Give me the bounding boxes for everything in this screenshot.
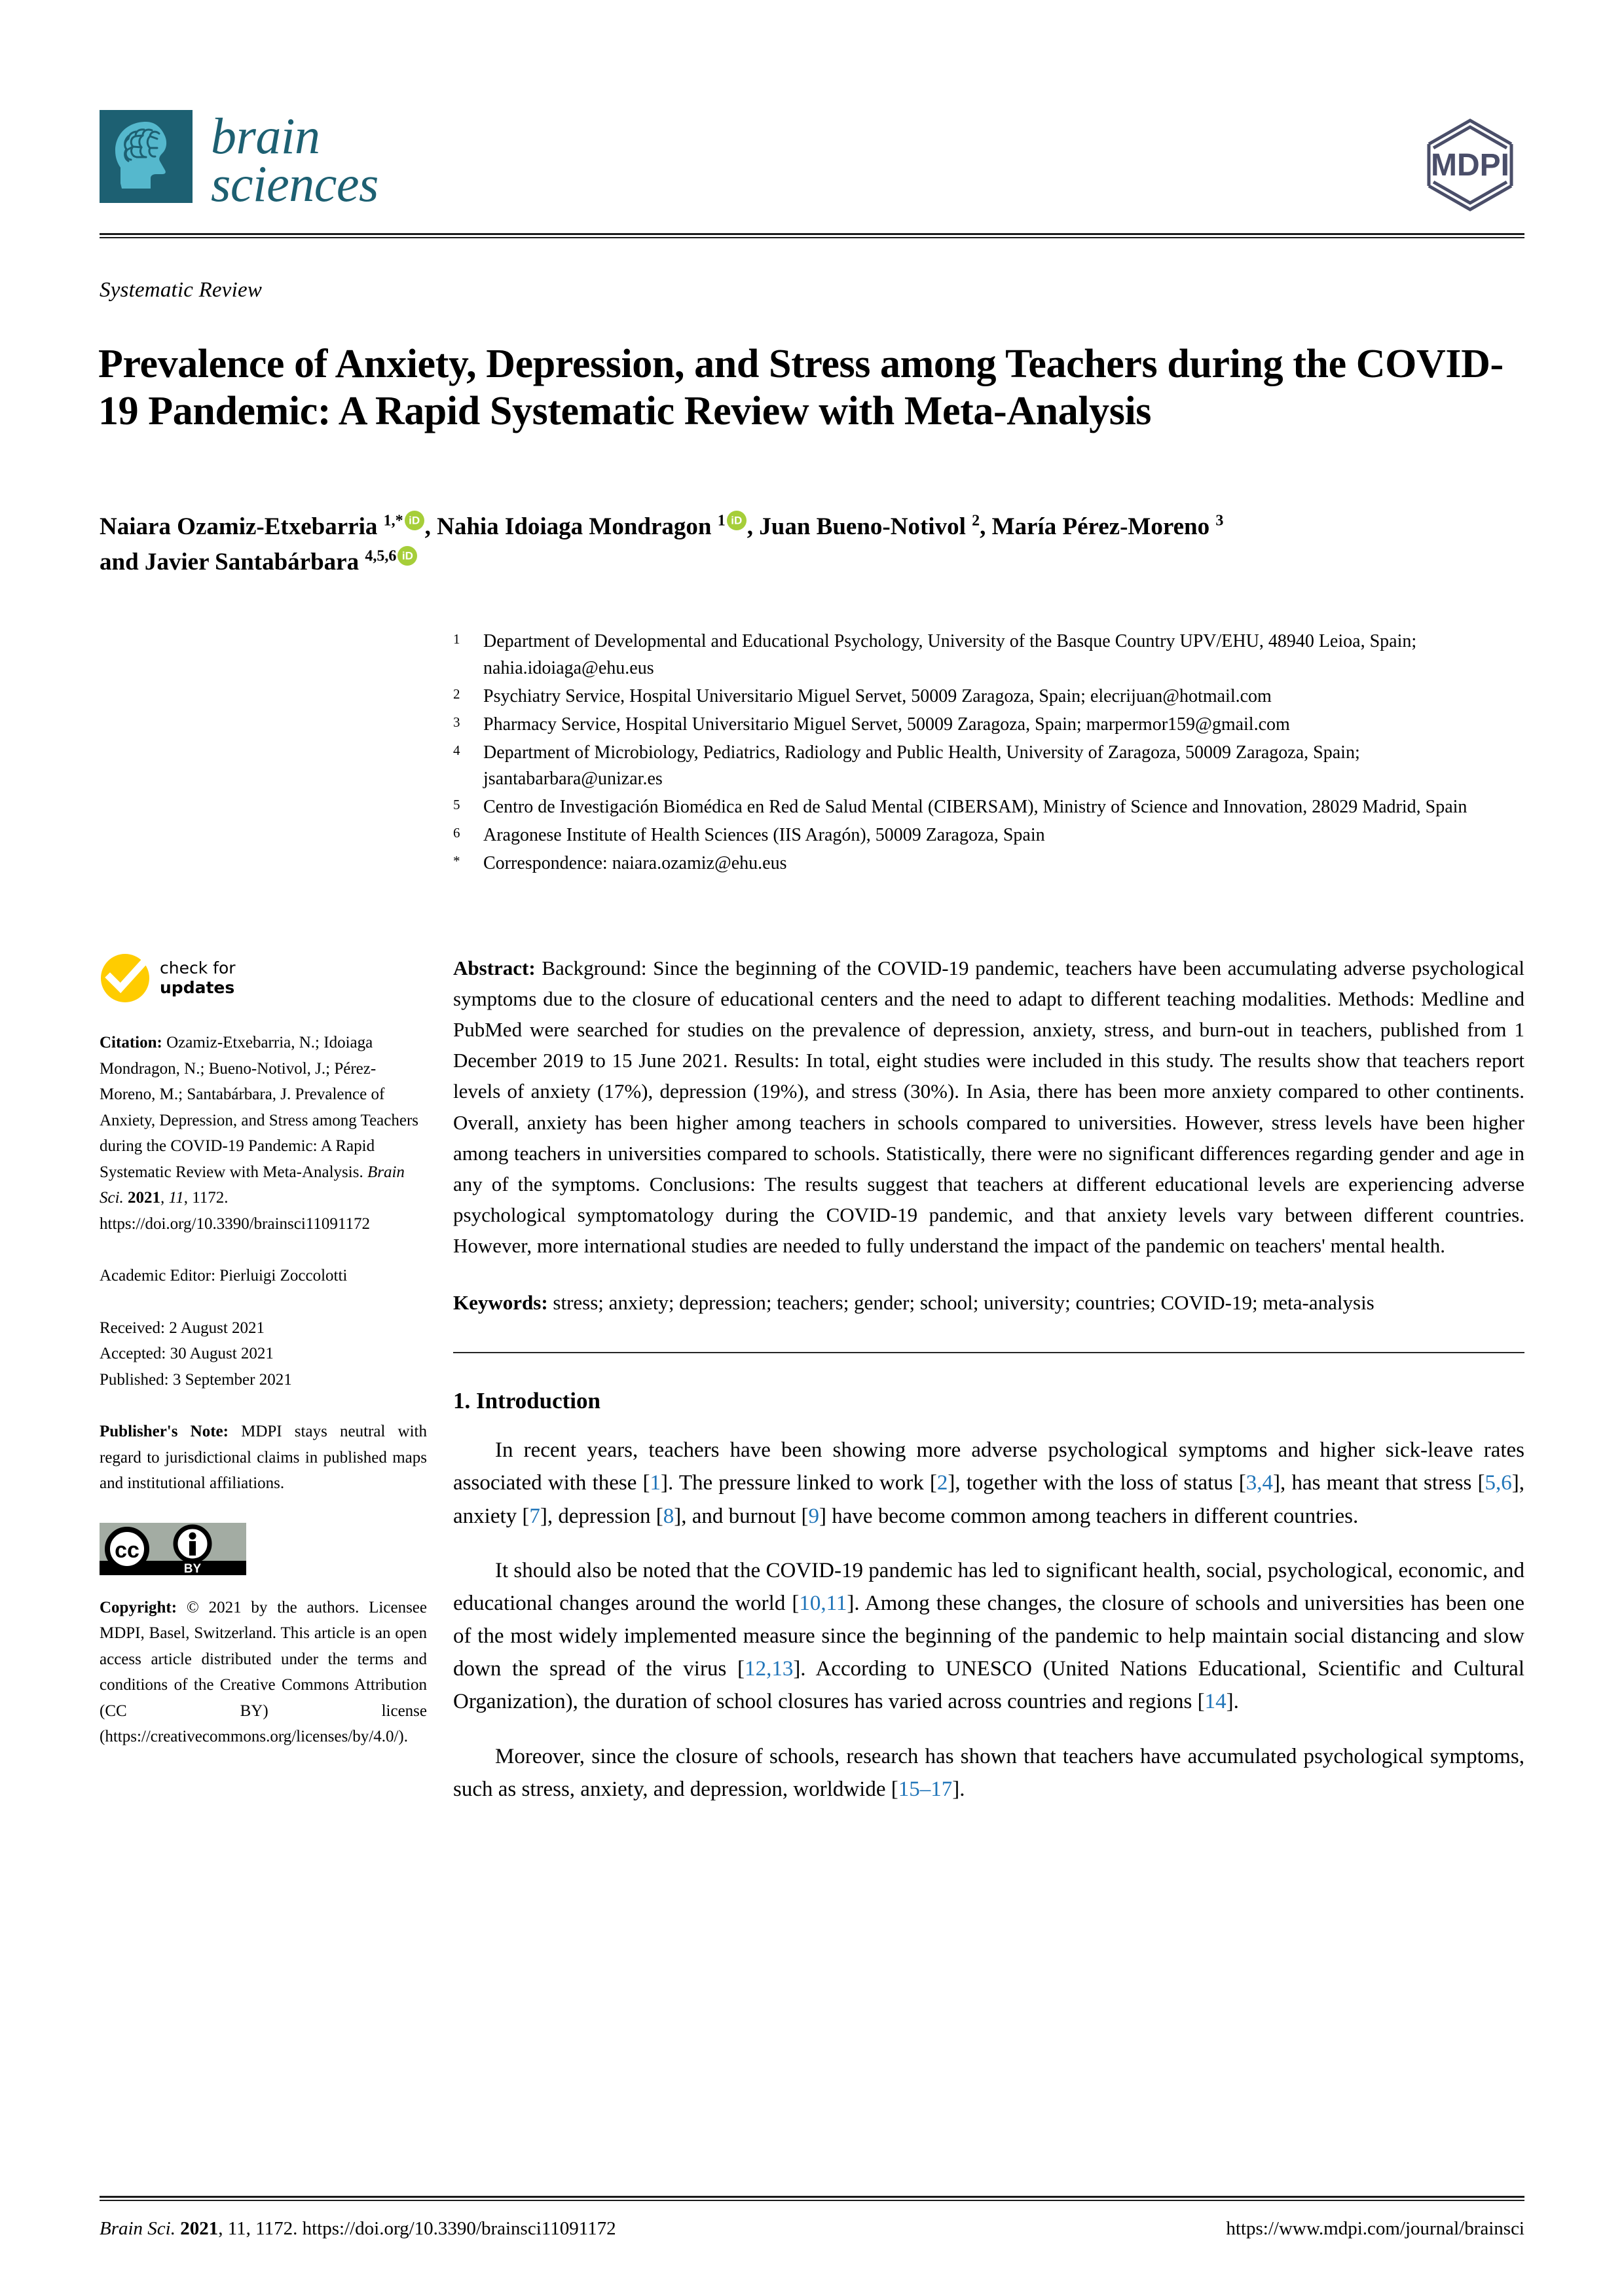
affiliation-marker: 6 [453,825,460,841]
date-received: Received: 2 August 2021 [100,1319,265,1337]
affiliation-item [453,794,1524,821]
author-list [100,509,1527,579]
orcid-icon[interactable] [727,511,747,530]
body-text: ], and burnout [ [674,1504,809,1528]
journal-name-line2: sciences [211,155,378,212]
intro-paragraph-2 [453,1554,1524,1719]
cfu-line-2: updates [160,978,235,997]
footer-citation [100,2218,616,2240]
academic-editor: Academic Editor: Pierluigi Zoccolotti [100,1267,348,1285]
footer-journal-url[interactable]: https://www.mdpi.com/journal/brainsci [1226,2218,1524,2239]
publisher-note [100,1419,427,1497]
journal-masthead [100,107,1524,234]
citation-journal: Brain Sci. [100,1163,405,1207]
body-text: ], has meant that stress [ [1273,1471,1485,1495]
citation-label: Citation: [100,1034,162,1051]
affiliation-text: Centro de Investigación Biomédica en Red de Salud Mental (CIBERSAM), Ministry of Science and Innovation, 28029 Madrid, Spain [483,797,1467,818]
svg-text:cc: cc [115,1537,139,1563]
body-text: ], anxiety [ [453,1471,1524,1528]
citation-reference[interactable]: 2 [936,1471,948,1495]
intro-paragraph-1 [453,1434,1524,1532]
body-text: ]. The pressure linked to work [ [661,1471,937,1495]
header-divider [100,233,1524,238]
page-title: Prevalence of Anxiety, Depression, and Stress among Teachers during the COVID-19 Pandemic: A Rapid Systematic Review with Meta-Analysis [98,341,1504,434]
date-published: Published: 3 September 2021 [100,1370,292,1389]
abstract-section [453,953,1524,1261]
copyright-label: Copyright: [100,1598,177,1616]
footer-doi[interactable]: , 11, 1172. https://doi.org/10.3390/brainsci11091172 [218,2218,616,2239]
copyright-text: © 2021 by the authors. Licensee MDPI, Basel, Switzerland. This article is an open access article distributed under the terms and conditions of the Creative Commons Attribution (CC BY) license (https://creativecommons.org/licenses/by/4.0/). [100,1598,427,1745]
body-text: ], depression [ [540,1504,663,1528]
intro-paragraph-3 [453,1740,1524,1806]
affiliation-marker: 4 [453,742,460,758]
abstract-divider [453,1352,1524,1353]
orcid-icon[interactable] [397,546,417,566]
affiliation-list [453,629,1524,879]
affiliation-item [453,712,1524,738]
citation-volume: , 11 [160,1189,184,1207]
citation-reference[interactable]: 10,11 [799,1591,847,1615]
affiliation-item [453,683,1524,710]
journal-wordmark [211,107,378,212]
keywords-label: Keywords: [453,1291,548,1315]
affiliation-item [453,822,1524,849]
citation-text: Ozamiz-Etxebarria, N.; Idoiaga Mondragon, N.; Bueno-Notivol, J.; Pérez-Moreno, M.; Santabárbara, J. Prevalence of Anxiety, Depression, and Stress among Teachers during the COVID-19 Pandemic: A Rapid Systematic Review with Meta-Analysis. [100,1034,419,1181]
citation-reference[interactable]: 12,13 [745,1657,794,1681]
journal-logo [100,107,378,212]
body-text: It should also be noted that the COVID-19 pandemic has led to significant health, social, psychological, economic, and educational changes around the world [ [453,1558,1524,1615]
affiliation-marker: 2 [453,685,460,702]
check-circle-icon [100,953,151,1004]
affiliation-marker: 3 [453,714,460,730]
page-footer [100,2218,1524,2240]
body-text: In recent years, teachers have been showing more adverse psychological symptoms and higher sick-leave rates associated with these [ [453,1438,1524,1495]
author-name-1: Naiara Ozamiz-Etxebarria [100,513,384,540]
svg-text:MDPI: MDPI [1431,148,1509,183]
citation-reference[interactable]: 1 [650,1471,661,1495]
orcid-icon[interactable] [405,511,424,530]
affiliation-marker: 1 [453,631,460,647]
correspondence-item [453,850,1524,877]
abstract-text: Background: Since the beginning of the COVID-19 pandemic, teachers have been accumulating adverse psychological symptoms due to the closure of educational centers and the need to adapt to different teaching modalities. Methods: Medline and PubMed were searched for studies on the prevalence of depression, anxiety, stress, and burn-out in teachers, published from 1 December 2019 to 15 June 2021. Results: In total, eight studies were included in this study. The results show that teachers report levels of anxiety (17%), depression (19%), and stress (30%). In Asia, there has been more anxiety compared to other continents. Overall, anxiety has been higher among teachers in schools compared to universities. However, stress levels have been higher among teachers in universities compared to schools. Statistically, there were no significant differences regarding gender and age in any of the symptoms. Conclusions: The results suggest that teachers at different educational levels are experiencing adverse psychological symptomatology during the COVID-19 pandemic, and that anxiety levels vary between different countries. However, more international studies are needed to fully understand the impact of the pandemic on teachers' mental health. [453,957,1524,1257]
footer-journal: Brain Sci. [100,2218,175,2239]
citation-doi[interactable]: , 1172. https://doi.org/10.3390/brainsci11091172 [100,1189,370,1233]
brain-head-icon [100,110,193,203]
affiliation-item [453,740,1524,793]
article-type: Systematic Review [100,278,263,302]
citation-reference[interactable]: 7 [529,1504,540,1528]
publisher-note-text: MDPI stays neutral with regard to jurisdictional claims in published maps and institutional affiliations. [100,1423,427,1492]
citation-reference[interactable]: 8 [663,1504,674,1528]
affiliation-text: Aragonese Institute of Health Sciences (IIS Aragón), 50009 Zaragoza, Spain [483,825,1045,846]
body-text: ], together with the loss of status [ [948,1471,1246,1495]
section-heading-introduction: 1. Introduction [453,1388,600,1414]
citation-reference[interactable]: 3,4 [1246,1471,1274,1495]
author-affil-sup-1: 1,* [383,512,403,530]
check-for-updates-badge[interactable] [100,953,427,1004]
affiliation-text: Psychiatry Service, Hospital Universitario Miguel Servet, 50009 Zaragoza, Spain; elecrijuan@hotmail.com [483,685,1272,706]
citation-reference[interactable]: 14 [1204,1690,1227,1714]
publication-dates [100,1315,427,1393]
cc-by-license-icon[interactable] [100,1523,246,1575]
date-accepted: Accepted: 30 August 2021 [100,1345,274,1362]
body-text: ]. Among these changes, the closure of schools and universities has been one of the most widely implemented measure since the beginning of the pandemic to help maintain social distancing and slow down the spread of the virus [ [453,1591,1525,1681]
journal-name-line1: brain [211,107,320,164]
affiliation-marker: 5 [453,797,460,813]
author-name-5: and Javier Santabárbara [100,548,365,575]
citation-reference[interactable]: 5,6 [1485,1471,1512,1495]
copyright-block [100,1595,427,1750]
footer-divider [100,2196,1524,2201]
correspondence-marker: * [453,853,460,869]
abstract-label: Abstract: [453,957,536,979]
svg-text:BY: BY [183,1561,202,1575]
body-text: ]. [952,1777,965,1801]
citation-reference[interactable]: 9 [808,1504,820,1528]
mdpi-logo-icon [1416,113,1524,217]
citation-year: 2021 [123,1189,161,1207]
body-text: ]. According to UNESCO (United Nations Educational, Scientific and Cultural Organization), the duration of school closures has varied across countries and regions [ [453,1657,1524,1714]
author-sep-3: , María Pérez-Moreno [980,513,1216,540]
author-affil-sup-2: 1 [717,512,726,530]
keywords-text: stress; anxiety; depression; teachers; gender; school; university; countries; COVID-19; meta-analysis [547,1291,1375,1315]
cfu-line-1: check for [160,958,236,977]
citation-reference[interactable]: 15–17 [898,1777,953,1801]
footer-year: 2021 [175,2218,219,2239]
author-sep-2: , Juan Bueno-Notivol [747,513,972,540]
affiliation-text: Department of Developmental and Educational Psychology, University of the Basque Country UPV/EHU, 48940 Leioa, Spain; nahia.idoiaga@ehu.eus [483,631,1417,678]
author-affil-sup-4: 3 [1215,512,1224,530]
author-sep-1: , Nahia Idoiaga Mondragon [424,513,718,540]
body-text: Moreover, since the closure of schools, research has shown that teachers have accumulated psychological symptoms, such as stress, anxiety, and depression, worldwide [ [453,1744,1524,1801]
citation-block [100,1030,427,1237]
affiliation-item [453,629,1524,682]
publisher-note-label: Publisher's Note: [100,1423,229,1440]
keywords-section [453,1287,1524,1318]
correspondence-text: Correspondence: naiara.ozamiz@ehu.eus [483,853,787,873]
body-text: ]. [1226,1690,1239,1714]
body-text: ] have become common among teachers in different countries. [819,1504,1359,1528]
main-content [453,953,1524,1827]
affiliation-text: Pharmacy Service, Hospital Universitario Miguel Servet, 50009 Zaragoza, Spain; marpermor159@gmail.com [483,714,1290,735]
author-affil-sup-3: 2 [972,512,980,530]
check-for-updates-label [160,958,236,998]
author-affil-sup-5: 4,5,6 [365,547,397,565]
article-metadata-sidebar [100,953,427,1776]
affiliation-text: Department of Microbiology, Pediatrics, Radiology and Public Health, University of Zaragoza, 50009 Zaragoza, Spain; jsantabarbara@unizar.es [483,742,1360,790]
